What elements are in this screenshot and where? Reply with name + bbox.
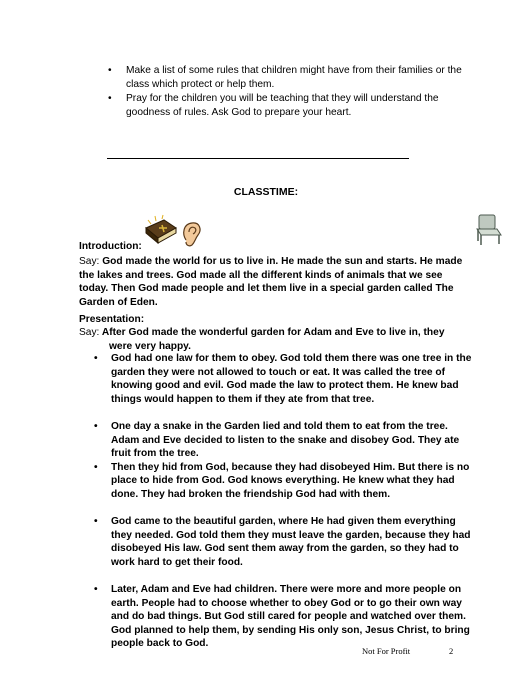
list-item: [94, 583, 474, 651]
list-item-text: Then they hid from God, because they had disobeyed Him. But there is no place to hide from God. God knows everything. He knew what they had done. They had broken the friendship God had with them.: [111, 461, 470, 500]
list-item-text: Later, Adam and Eve had children. There were more and more people on earth. People had to choose whether to obey God or to go their own way and do bad things. But God still cared for people and watched over them. God planned to help them, by sending His only son, Jesus Christ, to bring people back to God.: [111, 584, 470, 650]
page-number: 2: [449, 646, 454, 656]
list-item: [94, 420, 474, 461]
list-item-text: Pray for the children you will be teaching that they will understand the goodness of rules. Ask God to prepare your heart.: [126, 93, 439, 118]
presentation-line-continued: were very happy.: [109, 341, 191, 352]
presentation-bullets: [94, 352, 474, 651]
bullet-marker: •: [94, 516, 98, 528]
introduction-text: [79, 255, 474, 309]
bullet-marker: •: [108, 93, 112, 104]
list-item: [108, 92, 468, 119]
section-heading: CLASSTIME:: [233, 186, 299, 198]
bullet-marker: •: [94, 353, 98, 364]
list-item-text: God had one law for them to obey. God told them there was one tree in the garden they were not allowed to touch or eat. It was called the tree of knowing good and evil. God made the law to protect them. He knew bad things would happen to them if they ate from that tree.: [111, 353, 472, 405]
list-item-text: One day a snake in the Garden lied and told them to eat from the tree. Adam and Eve decided to listen to the snake and disobey God. They ate fruit from the tree.: [111, 420, 460, 460]
bible-icon: [142, 214, 178, 246]
list-item-text: Make a list of some rules that children might have from their families or the class which protect or help them.: [126, 65, 462, 90]
bullet-marker: •: [94, 461, 98, 473]
bullet-marker: •: [94, 420, 98, 432]
footer-text: Not For Profit: [362, 646, 411, 656]
list-item: [94, 461, 474, 502]
list-item: [94, 352, 474, 406]
list-item: [94, 515, 474, 569]
bullet-marker: •: [108, 65, 112, 76]
chair-icon: [473, 213, 503, 247]
ear-icon: [180, 220, 204, 248]
bullet-marker: •: [94, 584, 98, 596]
presentation-intro: [79, 326, 474, 340]
presentation-label: Presentation:: [79, 314, 145, 325]
divider-line: [107, 158, 409, 159]
list-item: [108, 64, 468, 91]
presentation-line: After God made the wonderful garden for Adam and Eve to live in, they: [99, 327, 445, 338]
introduction-label: Introduction:: [79, 241, 142, 252]
preparation-list: [108, 64, 468, 120]
say-label: Say:: [79, 256, 100, 267]
list-item-text: God came to the beautiful garden, where He had given them everything they needed. God told them they must leave the garden, because they had disobeyed His law. God sent them away from the garden, so they had to work hard to get their food.: [111, 516, 471, 568]
say-label: Say:: [79, 327, 100, 338]
introduction-body: God made the world for us to live in. He made the sun and starts. He made the lakes and trees. God made all the different kinds of animals that we see today. Then God made people and let them live in a special garden called The Garden of Eden.: [79, 256, 463, 308]
